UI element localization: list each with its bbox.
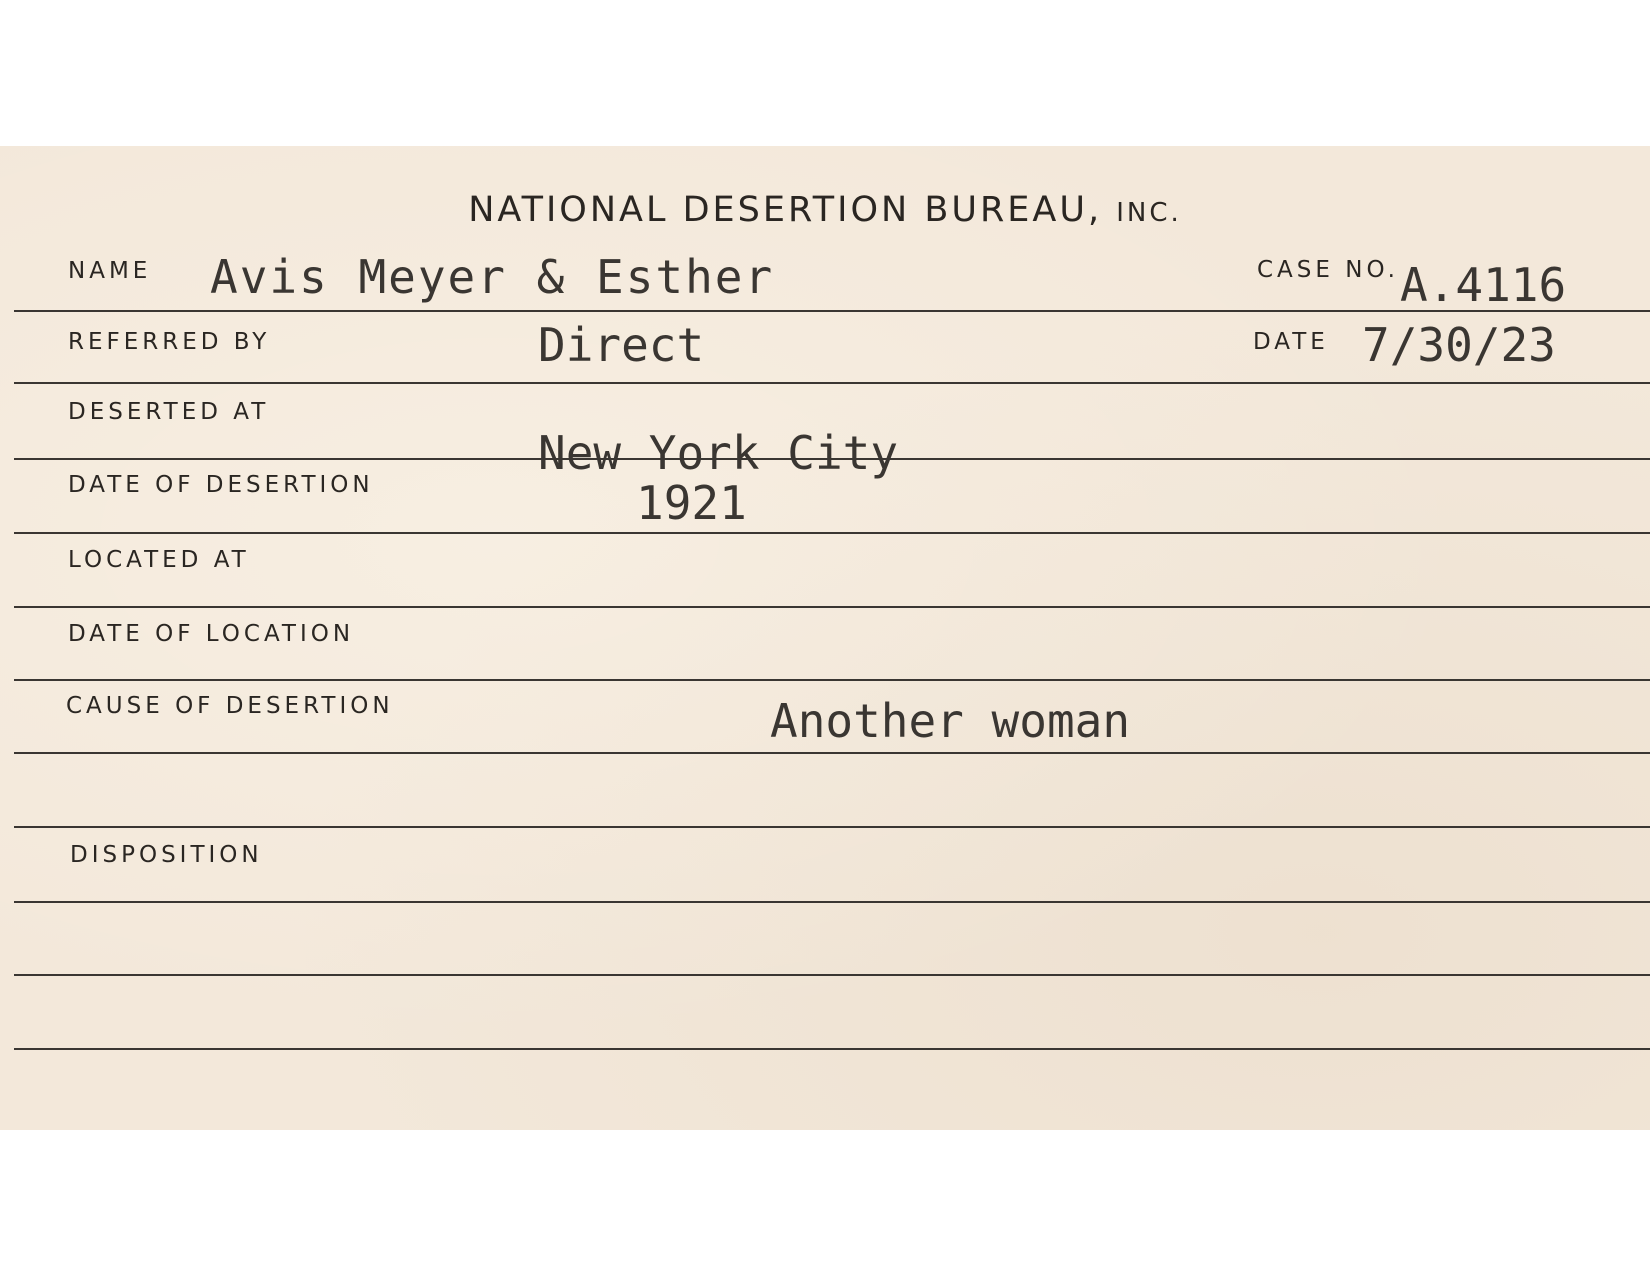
rule-located-at — [14, 606, 1650, 608]
date-of-desertion-label: DATE OF DESERTION — [68, 472, 374, 498]
deserted-at-value: New York City — [538, 426, 899, 480]
rule-name — [14, 310, 1650, 312]
case-no-label: CASE NO. — [1257, 257, 1399, 283]
rule-date-of-location — [14, 679, 1650, 681]
date-of-location-label: DATE OF LOCATION — [68, 621, 355, 647]
referred-by-value: Direct — [538, 318, 705, 372]
rule-date-of-desertion — [14, 532, 1650, 534]
date-value: 7/30/23 — [1362, 318, 1556, 372]
rule-cause — [14, 752, 1650, 754]
cause-of-desertion-value: Another woman — [770, 694, 1131, 748]
name-label: NAME — [68, 258, 152, 284]
card-title — [0, 190, 1650, 230]
bureau-name: NATIONAL DESERTION BUREAU, — [468, 190, 1103, 230]
rule-disposition — [14, 901, 1650, 903]
referred-by-label: REFERRED BY — [68, 329, 271, 355]
deserted-at-label: DESERTED AT — [68, 399, 270, 425]
case-no-value: A.4116 — [1400, 258, 1567, 312]
cause-of-desertion-label: CAUSE OF DESERTION — [66, 693, 394, 719]
date-label: DATE — [1253, 329, 1329, 355]
rule-deserted-at — [14, 458, 1650, 460]
date-of-desertion-value: 1921 — [636, 476, 747, 530]
located-at-label: LOCATED AT — [68, 547, 250, 573]
bureau-suffix: INC. — [1116, 198, 1182, 228]
rule-referred — [14, 382, 1650, 384]
rule-blank — [14, 826, 1650, 828]
rule-disposition-3 — [14, 1048, 1650, 1050]
disposition-label: DISPOSITION — [70, 842, 263, 868]
index-card — [0, 146, 1650, 1130]
name-value: Avis Meyer & Esther — [210, 250, 775, 304]
rule-disposition-2 — [14, 974, 1650, 976]
